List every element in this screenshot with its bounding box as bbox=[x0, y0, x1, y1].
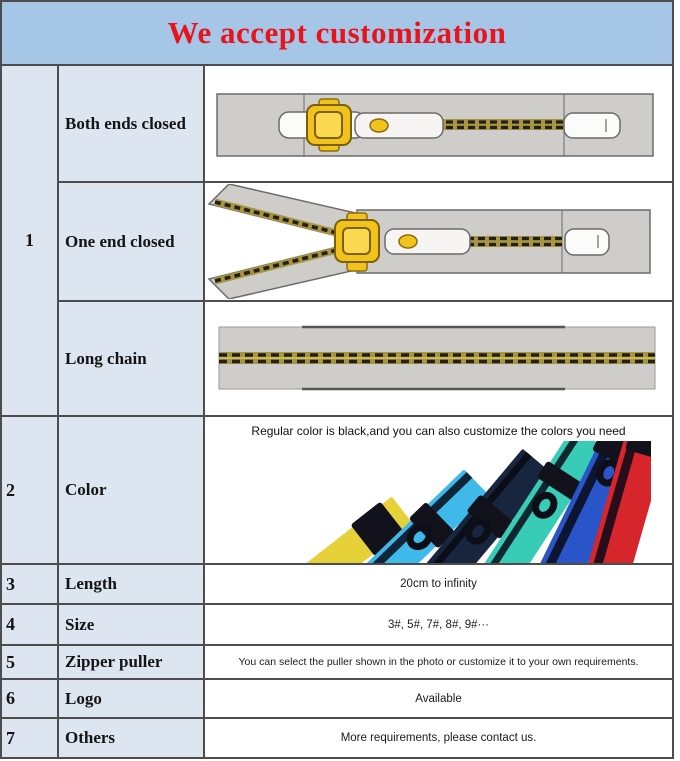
cell-color-content bbox=[204, 416, 673, 564]
one-end-closed-zipper-diagram-icon bbox=[207, 184, 672, 299]
value-logo: Available bbox=[204, 679, 673, 718]
label-one-end-closed: One end closed bbox=[58, 182, 204, 301]
label-logo: Logo bbox=[58, 679, 204, 718]
zipper-ring-puller bbox=[527, 487, 562, 524]
both-ends-closed-zipper-diagram-icon bbox=[207, 67, 672, 180]
label-size: Size bbox=[58, 604, 204, 645]
cell-one-end-closed-image bbox=[204, 182, 673, 301]
value-others: More requirements, please contact us. bbox=[204, 718, 673, 758]
cell-long-chain-image bbox=[204, 301, 673, 416]
row-number-3: 3 bbox=[1, 564, 58, 604]
label-long-chain: Long chain bbox=[58, 301, 204, 416]
row-number-6: 6 bbox=[1, 679, 58, 718]
row-number-5: 5 bbox=[1, 645, 58, 679]
label-both-ends-closed: Both ends closed bbox=[58, 65, 204, 182]
label-length: Length bbox=[58, 564, 204, 604]
page-title: We accept customization bbox=[167, 15, 507, 50]
row-number-2: 2 bbox=[1, 416, 58, 564]
value-length: 20cm to infinity bbox=[204, 564, 673, 604]
label-others: Others bbox=[58, 718, 204, 758]
header-banner bbox=[1, 1, 673, 65]
row-number-7: 7 bbox=[1, 718, 58, 758]
colorful-zippers-photo bbox=[253, 441, 651, 563]
label-zipper-puller: Zipper puller bbox=[58, 645, 204, 679]
value-size: 3#, 5#, 7#, 8#, 9#··· bbox=[204, 604, 673, 645]
color-note-text: Regular color is black,and you can also customize the colors you need bbox=[251, 424, 626, 438]
row-number-4: 4 bbox=[1, 604, 58, 645]
value-zipper-puller: You can select the puller shown in the photo or customize it to your own requirements. bbox=[204, 645, 673, 679]
label-color: Color bbox=[58, 416, 204, 564]
cell-both-ends-closed-image bbox=[204, 65, 673, 182]
long-chain-zipper-diagram-icon bbox=[207, 303, 672, 414]
row-number-1: 1 bbox=[1, 65, 58, 416]
